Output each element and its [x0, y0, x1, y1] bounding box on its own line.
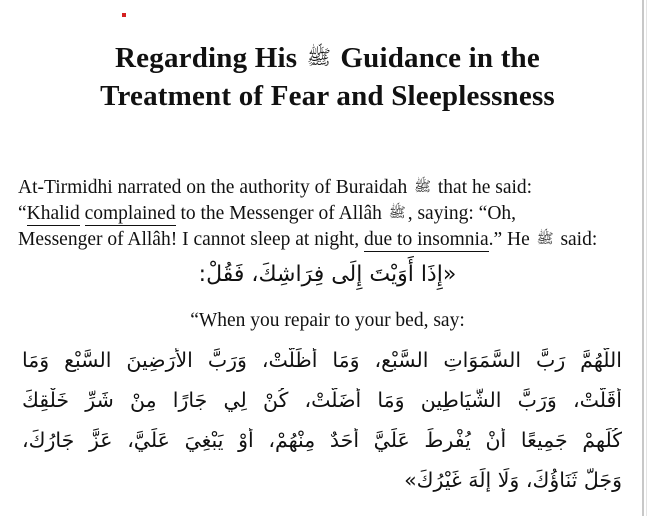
open-quote: “ — [18, 203, 27, 224]
para-line2-text-c: , saying: “Oh, — [407, 203, 517, 224]
underlined-khalid: Khalid — [26, 203, 80, 224]
para-line1-text-b: that he said: — [437, 177, 533, 198]
honorific-icon: ﷺ — [388, 205, 406, 221]
para-line3-text-a: Messenger of Allâh! I cannot sleep at night, — [18, 229, 365, 250]
arabic-dua-line-1: اللَّهُمَّ رَبَّ السَّمَوَاتِ السَّبْعِ، وَمَا أَظَلَّتْ، وَرَبَّ الأَرَضِينَ السَّبْعِ وَمَا — [22, 348, 622, 372]
page-title-line-2: Treatment of Fear and Sleeplessness — [100, 80, 555, 112]
underlined-insomnia: due to insomnia — [364, 229, 489, 250]
title-text-a: Regarding His — [115, 42, 298, 74]
para-line3-text-b: .” He — [488, 229, 530, 250]
arabic-dua-line-2: أَقَلَّتْ، وَرَبَّ الشَّيَاطِينِ وَمَا أَضَلَّتْ، كُنْ لِي جَارًا مِنْ شَرِّ خَلْقِكَ — [22, 388, 622, 412]
honorific-icon: ﷺ — [306, 45, 331, 69]
red-marker — [122, 13, 126, 17]
para-line2-text-b: to the Messenger of Allâh — [175, 203, 382, 224]
paragraph-line-3 — [18, 229, 638, 251]
paragraph-line-2 — [18, 203, 638, 225]
space — [80, 203, 85, 224]
arabic-dua-line-3: كُلِّهِمْ جَمِيعًا أَنْ يُفْرِطَ عَلَيَّ أَحَدٌ مِنْهُمْ، أَوْ يَبْغِيَ عَلَيَّ، عَزَّ جَارُكَ، — [22, 428, 622, 452]
page-border-right-inner — [646, 0, 647, 516]
para-line1-text-a: At-Tirmidhi narrated on the authority of Buraidah — [18, 177, 408, 198]
page-border-right — [642, 0, 644, 516]
paragraph-line-1 — [18, 177, 638, 199]
english-lead-line: “When you repair to your bed, say: — [190, 310, 465, 331]
honorific-icon: ﷺ — [536, 231, 554, 247]
underlined-complained: complained — [84, 203, 176, 224]
page-title-line-1 — [0, 42, 655, 75]
arabic-lead-line: «إِذَا أَوَيْتَ إِلَى فِرَاشِكَ، فَقُلْ: — [198, 262, 457, 287]
arabic-dua-line-4: وَجَلَّ ثَنَاؤُكَ، وَلَا إِلَهَ غَيْرُكَ» — [404, 468, 622, 492]
honorific-icon: ﷺ — [414, 179, 431, 195]
title-text-b: Guidance in the — [340, 42, 540, 74]
para-line3-text-c: said: — [560, 229, 598, 250]
